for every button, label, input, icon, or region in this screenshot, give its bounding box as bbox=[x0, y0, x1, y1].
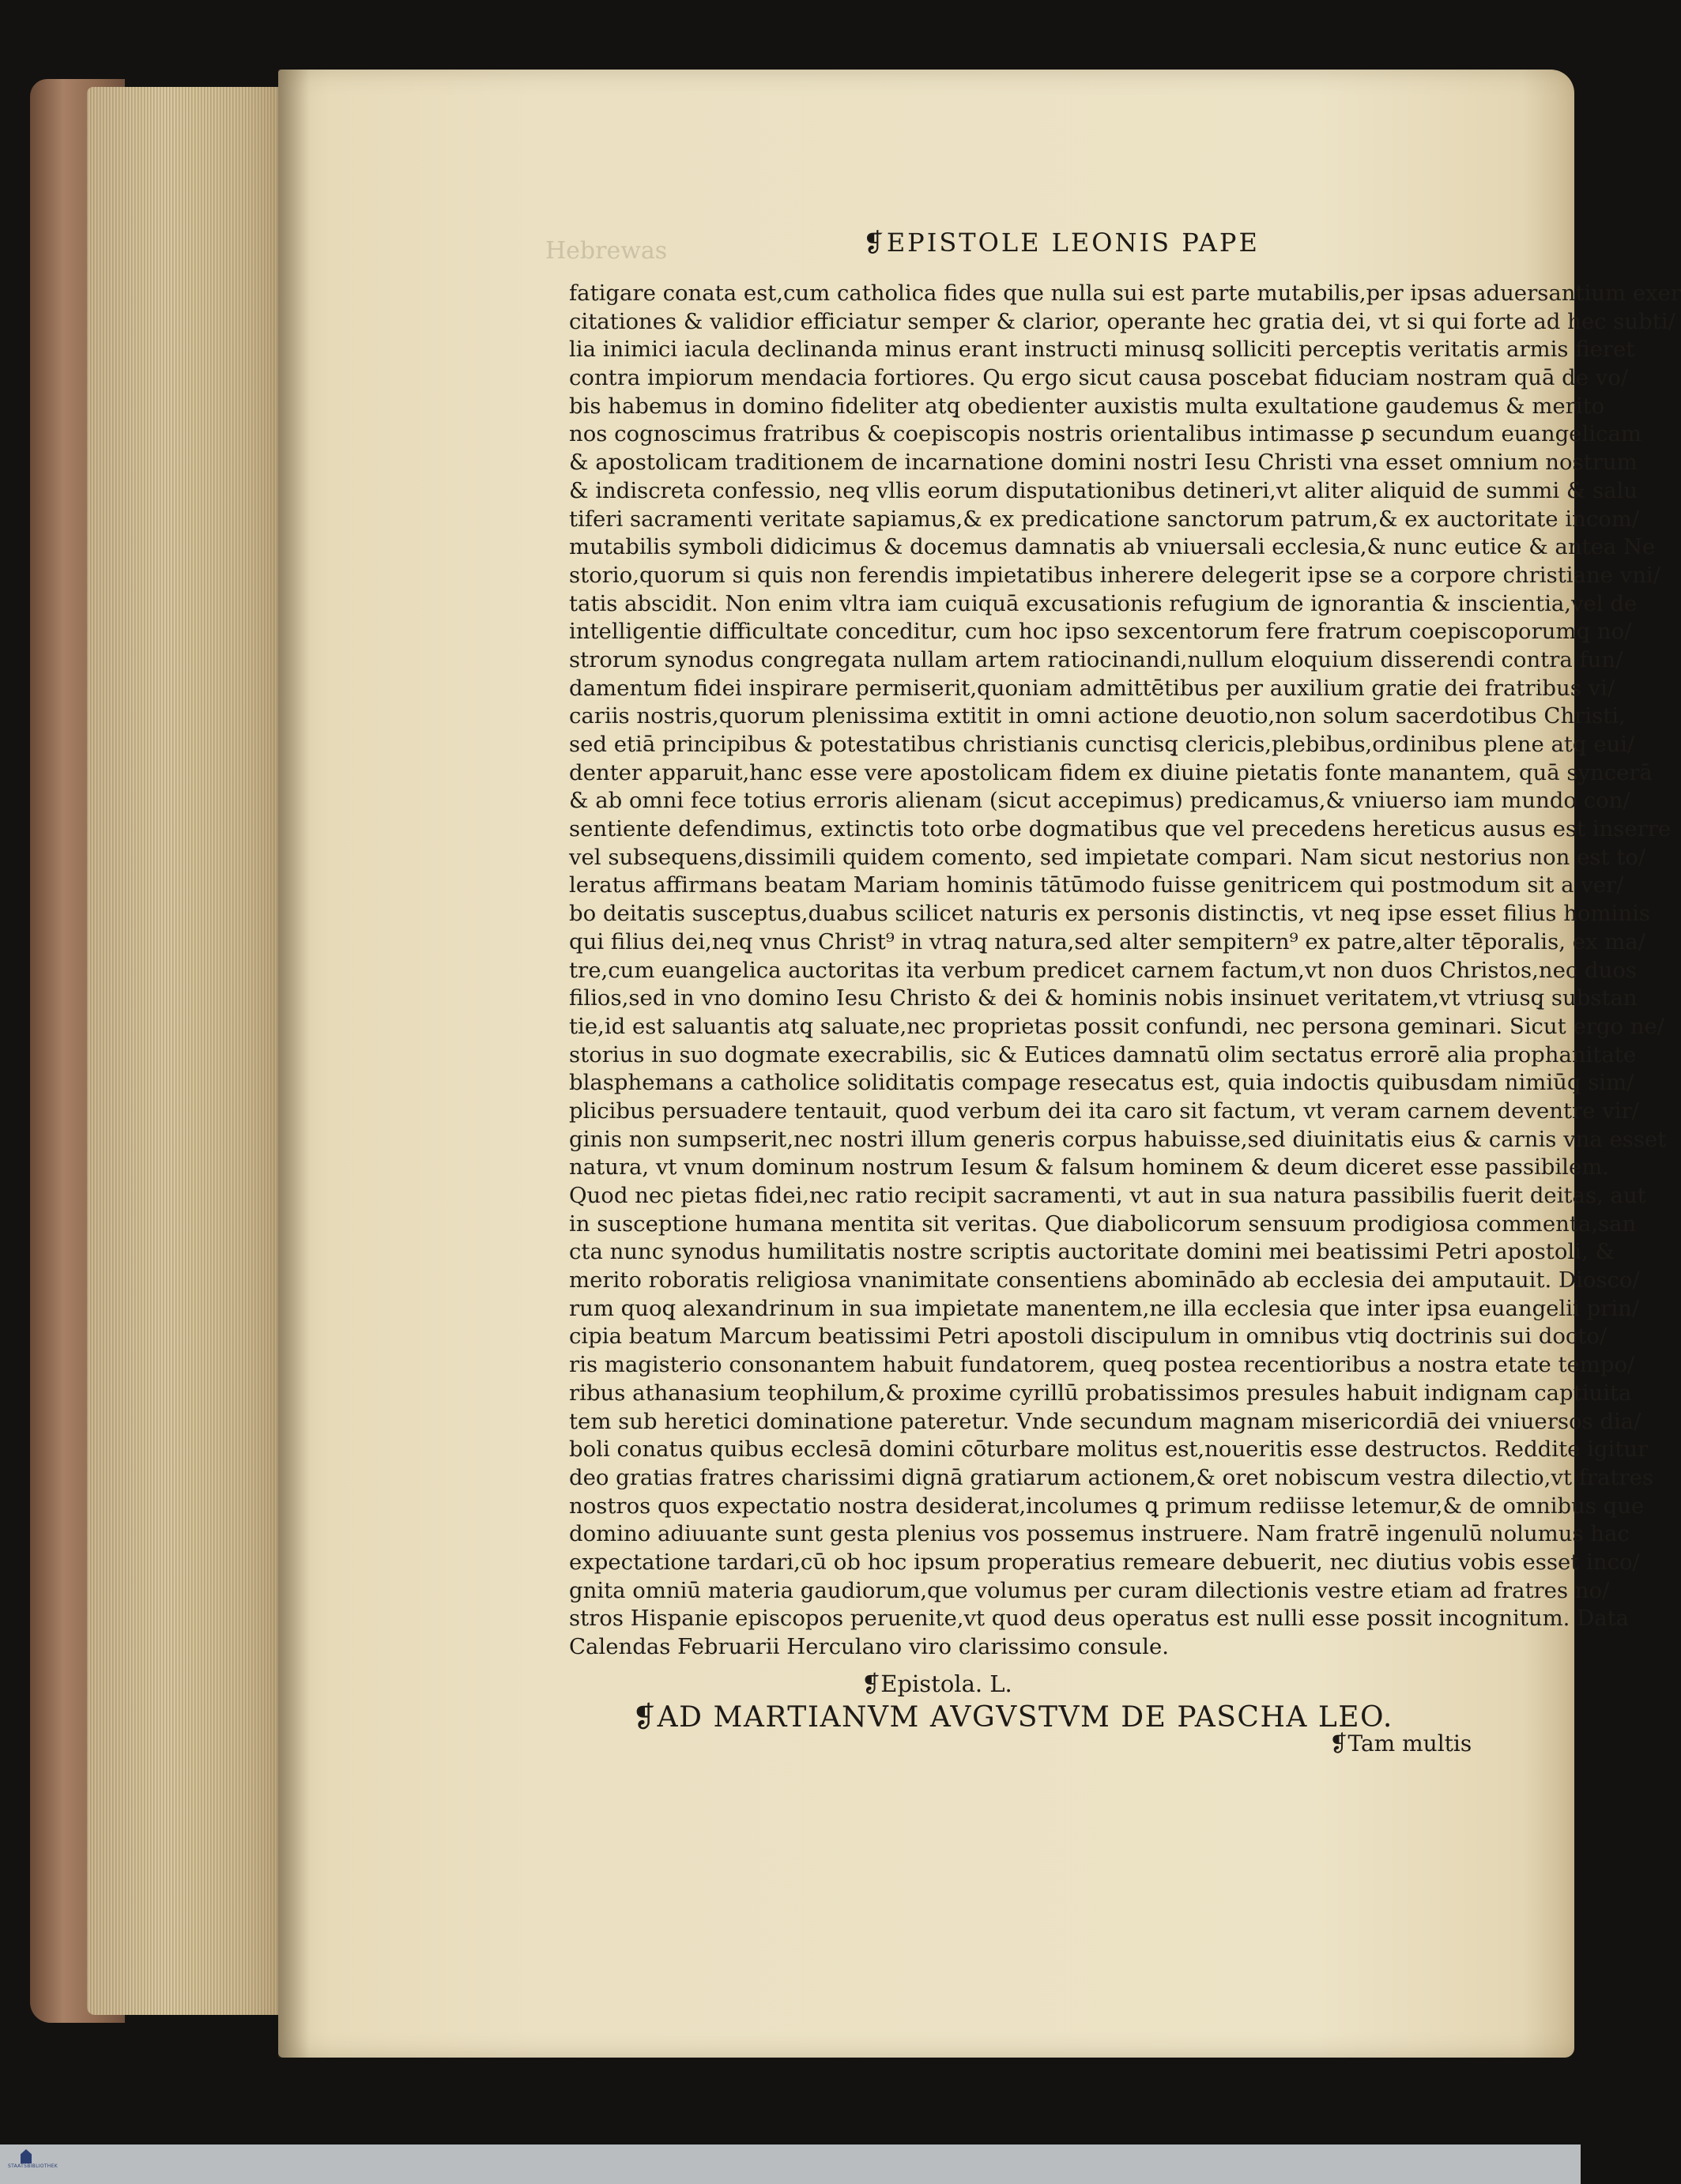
text-line: domino adiuuante sunt gesta plenius vos possemus instruere. Nam fratrē ingenulū nolumus hac bbox=[569, 1521, 1630, 1547]
text-line: natura, vt vnum dominum nostrum Iesum & falsum hominem & deum diceret esse passibilem. bbox=[569, 1154, 1610, 1180]
text-line: bo deitatis susceptus,duabus scilicet naturis ex personis distinctis, vt neq̧ ipse esset filius hominis bbox=[569, 901, 1650, 927]
text-line: damentum fidei inspirare permiserit,quoniam admittētibus per auxilium gratie dei fratribus vi/ bbox=[569, 675, 1615, 701]
text-line: blasphemans a catholice soliditatis compage resecatus est, quia indoctis quibusdam nimiūq̧ sim/ bbox=[569, 1070, 1634, 1096]
text-line: & indiscreta confessio, neq̧ vllis eorum disputationibus detineri,vt aliter aliquid de summi & salu bbox=[569, 477, 1638, 503]
text-line: storius in suo dogmate execrabilis, sic & Eutices damnatū olim sectatus errorē alia prophanitate bbox=[569, 1041, 1637, 1068]
body-text bbox=[569, 280, 1681, 1662]
text-line: filios,sed in vno domino Iesu Christo & dei & hominis nobis insinuet veritatem,vt vtriusq̧ substan bbox=[569, 985, 1638, 1011]
running-header: ❡EPISTOLE LEONIS PAPE bbox=[863, 228, 1260, 258]
text-line: cta nunc synodus humilitatis nostre scriptis auctoritate domini mei beatissimi Petri apostoli, & bbox=[569, 1239, 1615, 1265]
text-line: intelligentie difficultate conceditur, cum hoc ipso sexcentorum fere fratrum coepiscoporumq̧ no/ bbox=[569, 619, 1632, 645]
text-line: gnita omniū materia gaudiorum,que volumus per curam dilectionis vestre etiam ad fratres no/ bbox=[569, 1577, 1610, 1603]
text-line: nos cognoscimus fratribus & coepiscopis nostris orientalibus intimasse ꝑ secundum euangelicam bbox=[569, 421, 1641, 447]
text-line: stros Hispanie episcopos peruenite,vt quod deus operatus est nulli esse possit incognitum. Data bbox=[569, 1606, 1630, 1632]
text-line: tiferi sacramenti veritate sapiamus,& ex predicatione sanctorum patrum,& ex auctoritate incom/ bbox=[569, 506, 1640, 532]
text-line: plicibus persuadere tentauit, quod verbum dei ita caro sit factum, vt veram carnem deventre vir/ bbox=[569, 1098, 1639, 1124]
epistola-title: ❡AD MARTIANVM AVGVSTVM DE PASCHA LEO. bbox=[632, 1701, 1393, 1734]
text-line: deo gratias fratres charissimi dignā gratiarum actionem,& oret nobiscum vestra dilectio,vt fratres bbox=[569, 1464, 1654, 1490]
text-line: sed etiā principibus & potestatibus christianis cunctisq̧ clericis,plebibus,ordinibus plene atq̧ eui/ bbox=[569, 732, 1635, 757]
faint-marginal-note: Hebrewas bbox=[545, 237, 668, 265]
text-line: ginis non sumpserit,nec nostri illum generis corpus habuisse,sed diuinitatis eius & carnis vna esset bbox=[569, 1126, 1667, 1152]
text-line: tre,cum euangelica auctoritas ita verbum predicet carnem factum,vt non duos Christos,nec duos bbox=[569, 957, 1638, 983]
text-line: nostros quos expectatio nostra desiderat,incolumes ꝗ primum rediisse letemur,& de omnibus que bbox=[569, 1493, 1645, 1519]
text-line: bis habemus in domino fideliter atq̧ obedienter auxistis multa exultatione gaudemus & merito bbox=[569, 393, 1605, 419]
epistola-label: ❡Epistola. L. bbox=[861, 1670, 1012, 1697]
text-line: strorum synodus congregata nullam artem ratiocinandi,nullum eloquium disserendi contra fun/ bbox=[569, 646, 1623, 672]
text-line: tatis abscidit. Non enim vltra iam cuiquā excusationis refugium de ignorantia & inscientia,vel de bbox=[569, 590, 1638, 616]
text-line: storio,quorum si quis non ferendis impietatibus inherere delegerit ipse se a corpore christiane vni/ bbox=[569, 562, 1660, 588]
text-line: leratus affirmans beatam Mariam hominis tātūmodo fuisse genitricem qui postmodum sit a ver/ bbox=[569, 872, 1624, 898]
text-line: cipia beatum Marcum beatissimi Petri apostoli discipulum in omnibus vtiq̧ doctrinis sui docto/ bbox=[569, 1324, 1608, 1350]
library-crest-icon bbox=[21, 2149, 32, 2163]
library-logo[interactable] bbox=[8, 2148, 58, 2181]
text-line: in susceptione humana mentita sit veritas. Que diabolicorum sensuum prodigiosa commenta,san bbox=[569, 1211, 1637, 1237]
text-line: tem sub heretici dominatione pateretur. Vnde secundum magnam misericordiā dei vniuersos dia/ bbox=[569, 1408, 1641, 1434]
text-line: fatigare conata est,cum catholica fides que nulla sui est parte mutabilis,per ipsas aduersantium exer bbox=[569, 281, 1681, 306]
text-line: cariis nostris,quorum plenissima extitit in omni actione deuotio,non solum sacerdotibus Christi, bbox=[569, 703, 1626, 729]
page-edges bbox=[87, 87, 285, 2015]
text-line: sentiente defendimus, extinctis toto orbe dogmatibus que vel precedens hereticus ausus est inserre bbox=[569, 816, 1672, 842]
text-line: vel subsequens,dissimili quidem comento, sed impietate compari. Nam sicut nestorius non est to/ bbox=[569, 844, 1646, 870]
text-line: mutabilis symboli didicimus & docemus damnatis ab vniuersali ecclesia,& nunc eutice & antea Ne bbox=[569, 534, 1656, 560]
text-line: rum quoq̧ alexandrinum in sua impietate manentem,ne illa ecclesia que inter ipsa euangelii prin/ bbox=[569, 1295, 1640, 1321]
text-line: & ab omni fece totius erroris alienam (sicut accepimus) predicamus,& vniuerso iam mundo con/ bbox=[569, 788, 1630, 814]
text-line: ris magisterio consonantem habuit fundatorem, queq̧ postea recentioribus a nostra etate tempo/ bbox=[569, 1352, 1635, 1378]
gutter-shadow bbox=[278, 70, 310, 2058]
text-line: Calendas Februarii Herculano viro clarissimo consule. bbox=[569, 1634, 1169, 1659]
text-line: merito roboratis religiosa vnanimitate consentiens abominādo ab ecclesia dei amputauit. Diosco/ bbox=[569, 1267, 1640, 1293]
text-line: contra impiorum mendacia fortiores. Qu ergo sicut causa poscebat fiduciam nostram quā de vo/ bbox=[569, 365, 1629, 391]
viewer-bottom-bar bbox=[0, 2144, 1581, 2184]
text-line: expectatione tardari,cū ob hoc ipsum properatius remeare debuerit, nec diutius vobis esset inco/ bbox=[569, 1549, 1640, 1575]
text-line: citationes & validior efficiatur semper & clarior, operante hec gratia dei, vt si qui forte ad hec subti/ bbox=[569, 308, 1675, 334]
text-line: tie,id est saluantis atq̧ saluate,nec proprietas possit confundi, nec persona geminari. Sicut ergo ne/ bbox=[569, 1013, 1665, 1039]
text-line: qui filius dei,neq̧ vnus Christ⁹ in vtraq̧ natura,sed alter sempitern⁹ ex patre,alter tēporalis, ex ma/ bbox=[569, 928, 1645, 955]
text-line: ribus athanasium teophilum,& proxime cyrillū probatissimos presules habuit indignam captiuita bbox=[569, 1380, 1632, 1406]
text-line: boli conatus quibus ecclesā domini cōturbare molitus est,noueritis esse destructos. Reddite igitur bbox=[569, 1437, 1649, 1463]
text-line: lia inimici iacula declinanda minus erant instructi minusq̧ solliciti perceptis veritatis armis fieret bbox=[569, 337, 1635, 363]
library-logo-text: STAATSBIBLIOTHEK bbox=[8, 2163, 58, 2169]
catchword: ❡Tam multis bbox=[1329, 1730, 1472, 1757]
text-line: & apostolicam traditionem de incarnatione domini nostri Iesu Christi vna esset omnium nostrum bbox=[569, 450, 1638, 476]
text-line: Quod nec pietas fidei,nec ratio recipit sacramenti, vt aut in sua natura passibilis fuerit deitas, aut bbox=[569, 1183, 1646, 1208]
text-line: denter apparuit,hanc esse vere apostolicam fidem ex diuine pietatis fonte manantem, quā syncerā bbox=[569, 759, 1653, 785]
